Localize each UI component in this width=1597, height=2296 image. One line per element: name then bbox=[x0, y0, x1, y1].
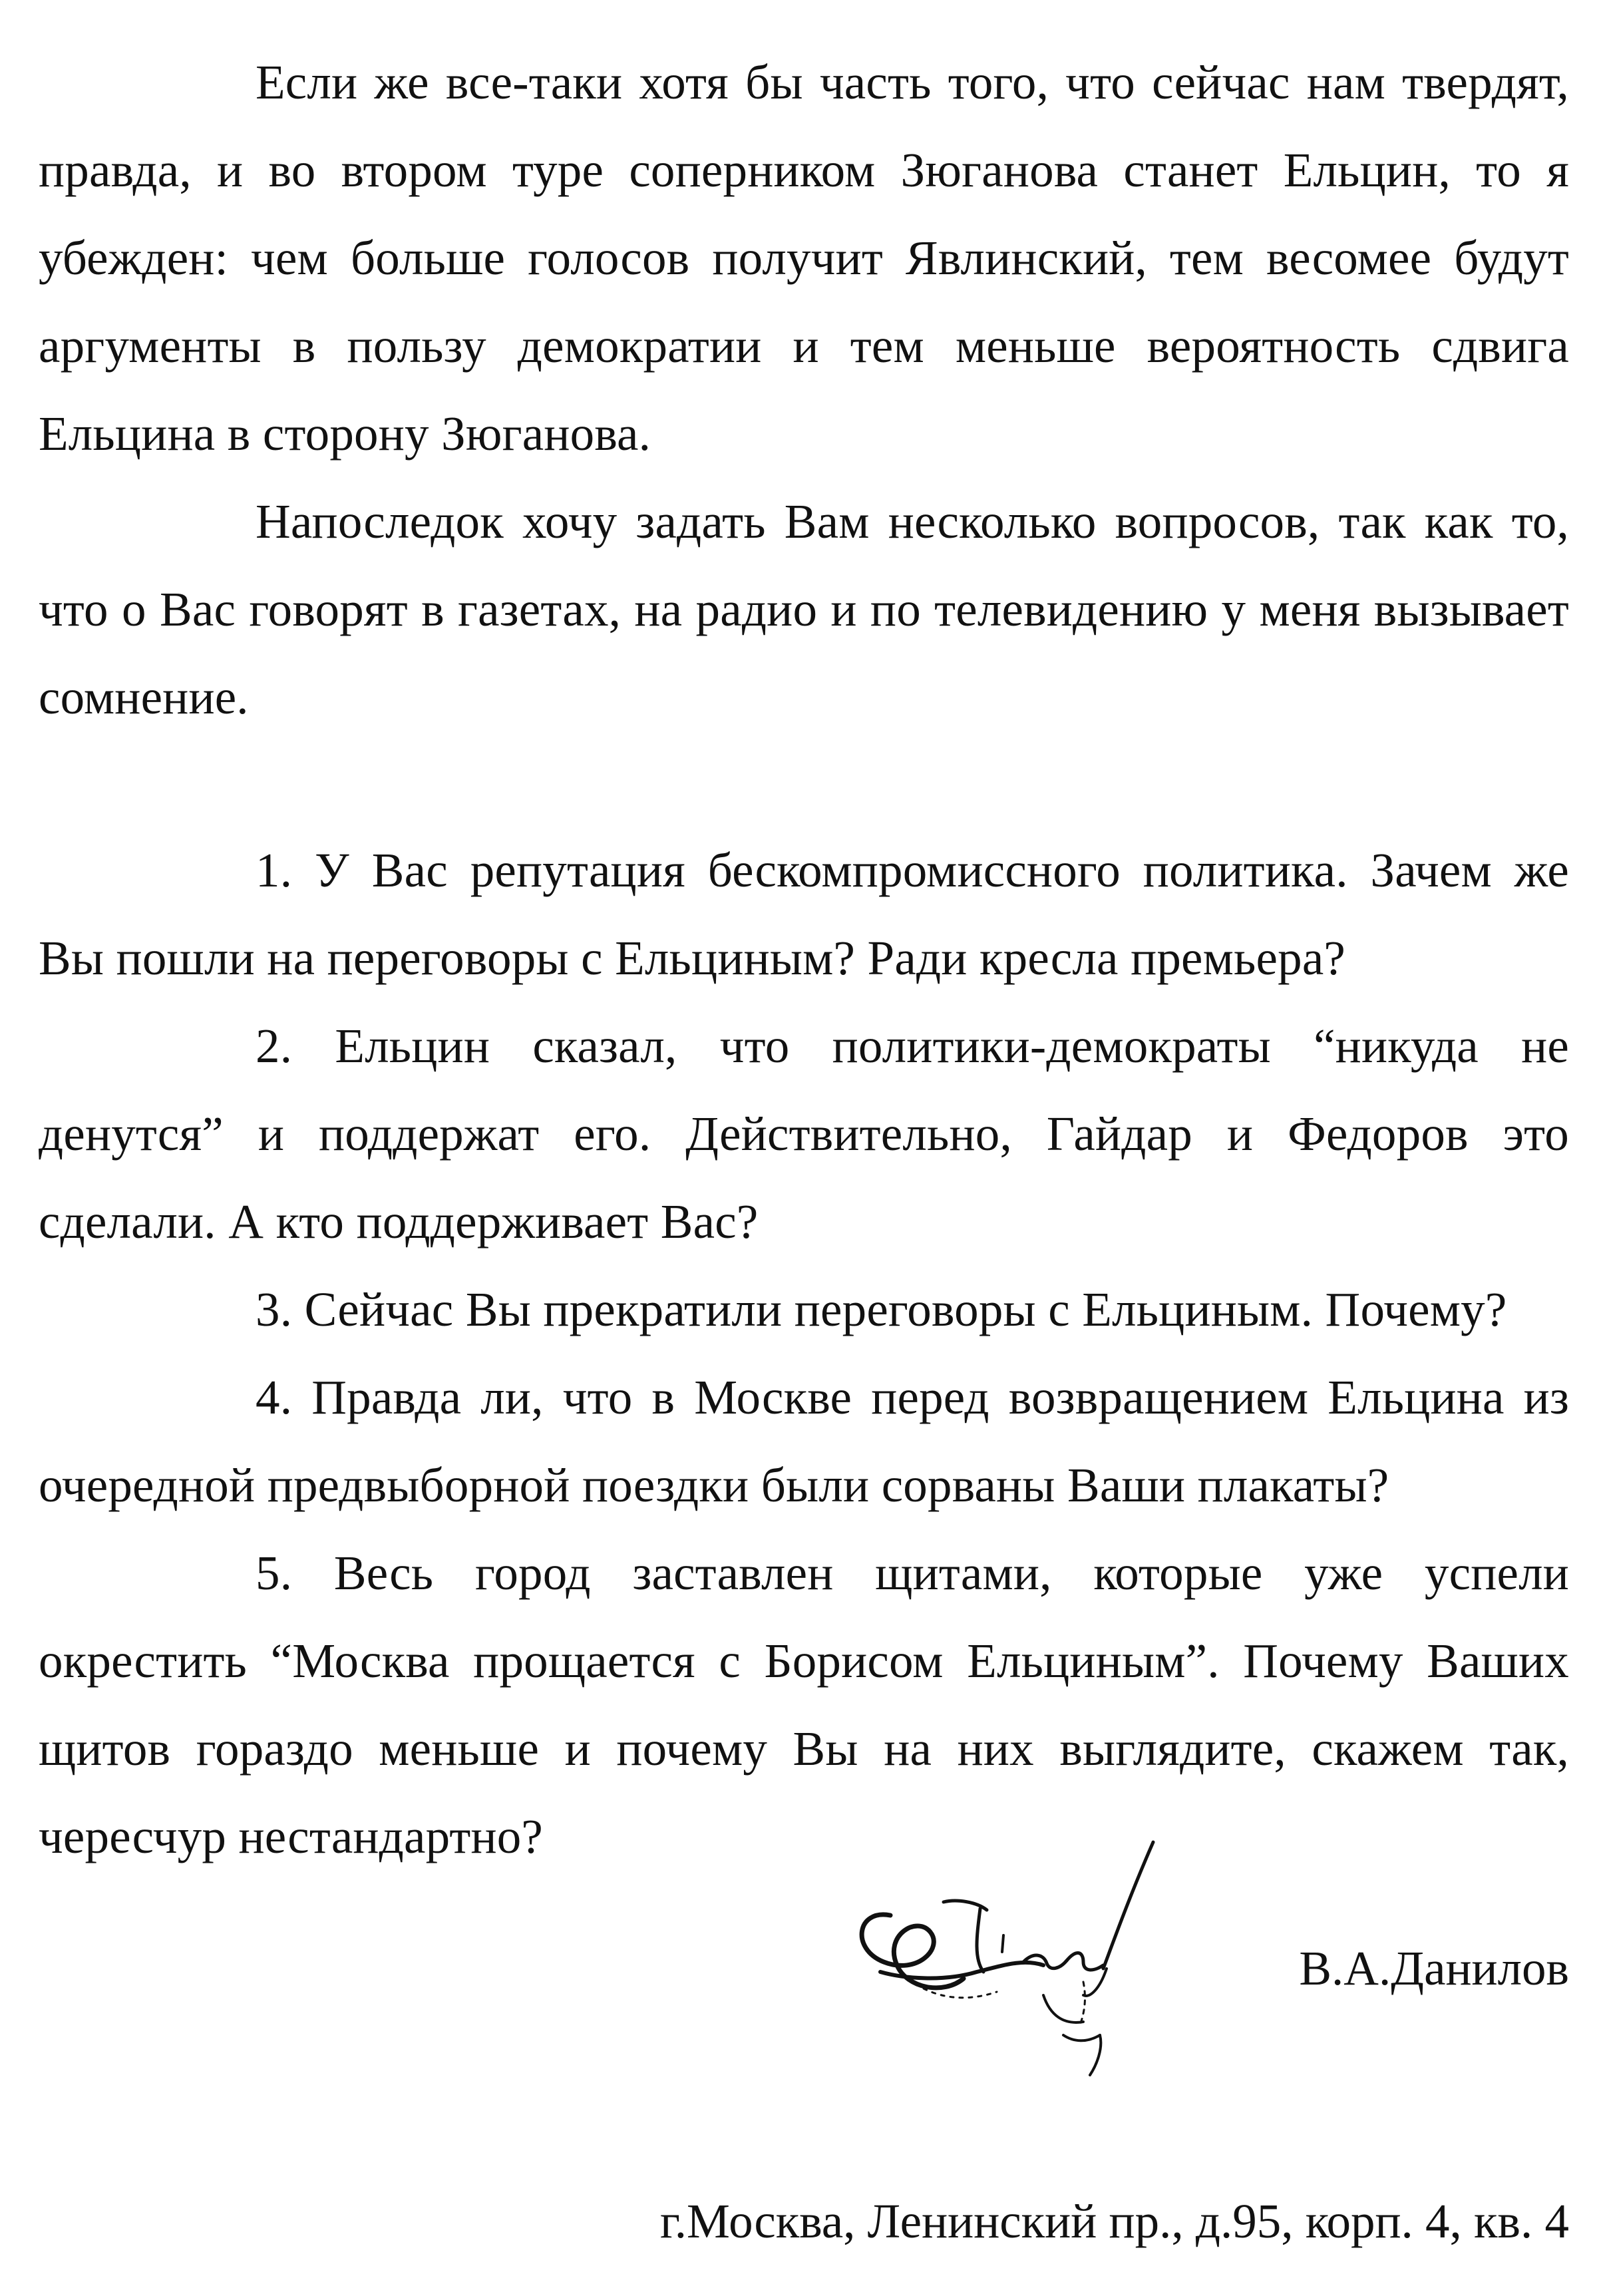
paragraph-gap bbox=[39, 741, 1569, 827]
signer-name: В.А.Данилов bbox=[1299, 1941, 1569, 1995]
question-1: 1. У Вас репутация бескомпромиссного политика. Зачем же Вы пошли на переговоры с Ельциным? Ради кресла премьера? bbox=[39, 843, 1569, 985]
question-4: 4. Правда ли, что в Москве перед возвращением Ельцина из очередной предвыборной поездки были сорваны Ваши плакаты? bbox=[39, 1370, 1569, 1512]
paragraph-questions-intro: Напоследок хочу задать Вам несколько вопросов, так как то, что о Вас говорят в газетах, на радио и по телевидению у меня вызывает сомнение. bbox=[39, 494, 1569, 724]
paragraph-runoff-argument: Если же все-таки хотя бы часть того, что сейчас нам твердят, правда, и во втором туре соперником Зюганова станет Ельцин, то я убежден: чем больше голосов получит Явлинский, тем весомее будут аргументы в пользу демократии и тем меньше вероятность сдвига Ельцина в сторону Зюганова. bbox=[39, 55, 1569, 461]
handwritten-signature bbox=[844, 1835, 1270, 2088]
signature-block bbox=[39, 1835, 1569, 2088]
question-2: 2. Ельцин сказал, что политики-демократы “никуда не денутся” и поддержат его. Действительно, Гайдар и Федоров это сделали. А кто поддерживает Вас? bbox=[39, 1019, 1569, 1248]
letter-page bbox=[39, 39, 1569, 2261]
sender-address: г.Москва, Ленинский пр., д.95, корп. 4, кв. 4 bbox=[660, 2194, 1569, 2248]
question-3: 3. Сейчас Вы прекратили переговоры с Ельциным. Почему? bbox=[256, 1282, 1507, 1336]
question-5: 5. Весь город заставлен щитами, которые уже успели окрестить “Москва прощается с Борисом Ельциным”. Почему Ваших щитов гораздо меньше и почему Вы на них выглядите, скажем так, чересчур нестандартно? bbox=[39, 1546, 1569, 1863]
